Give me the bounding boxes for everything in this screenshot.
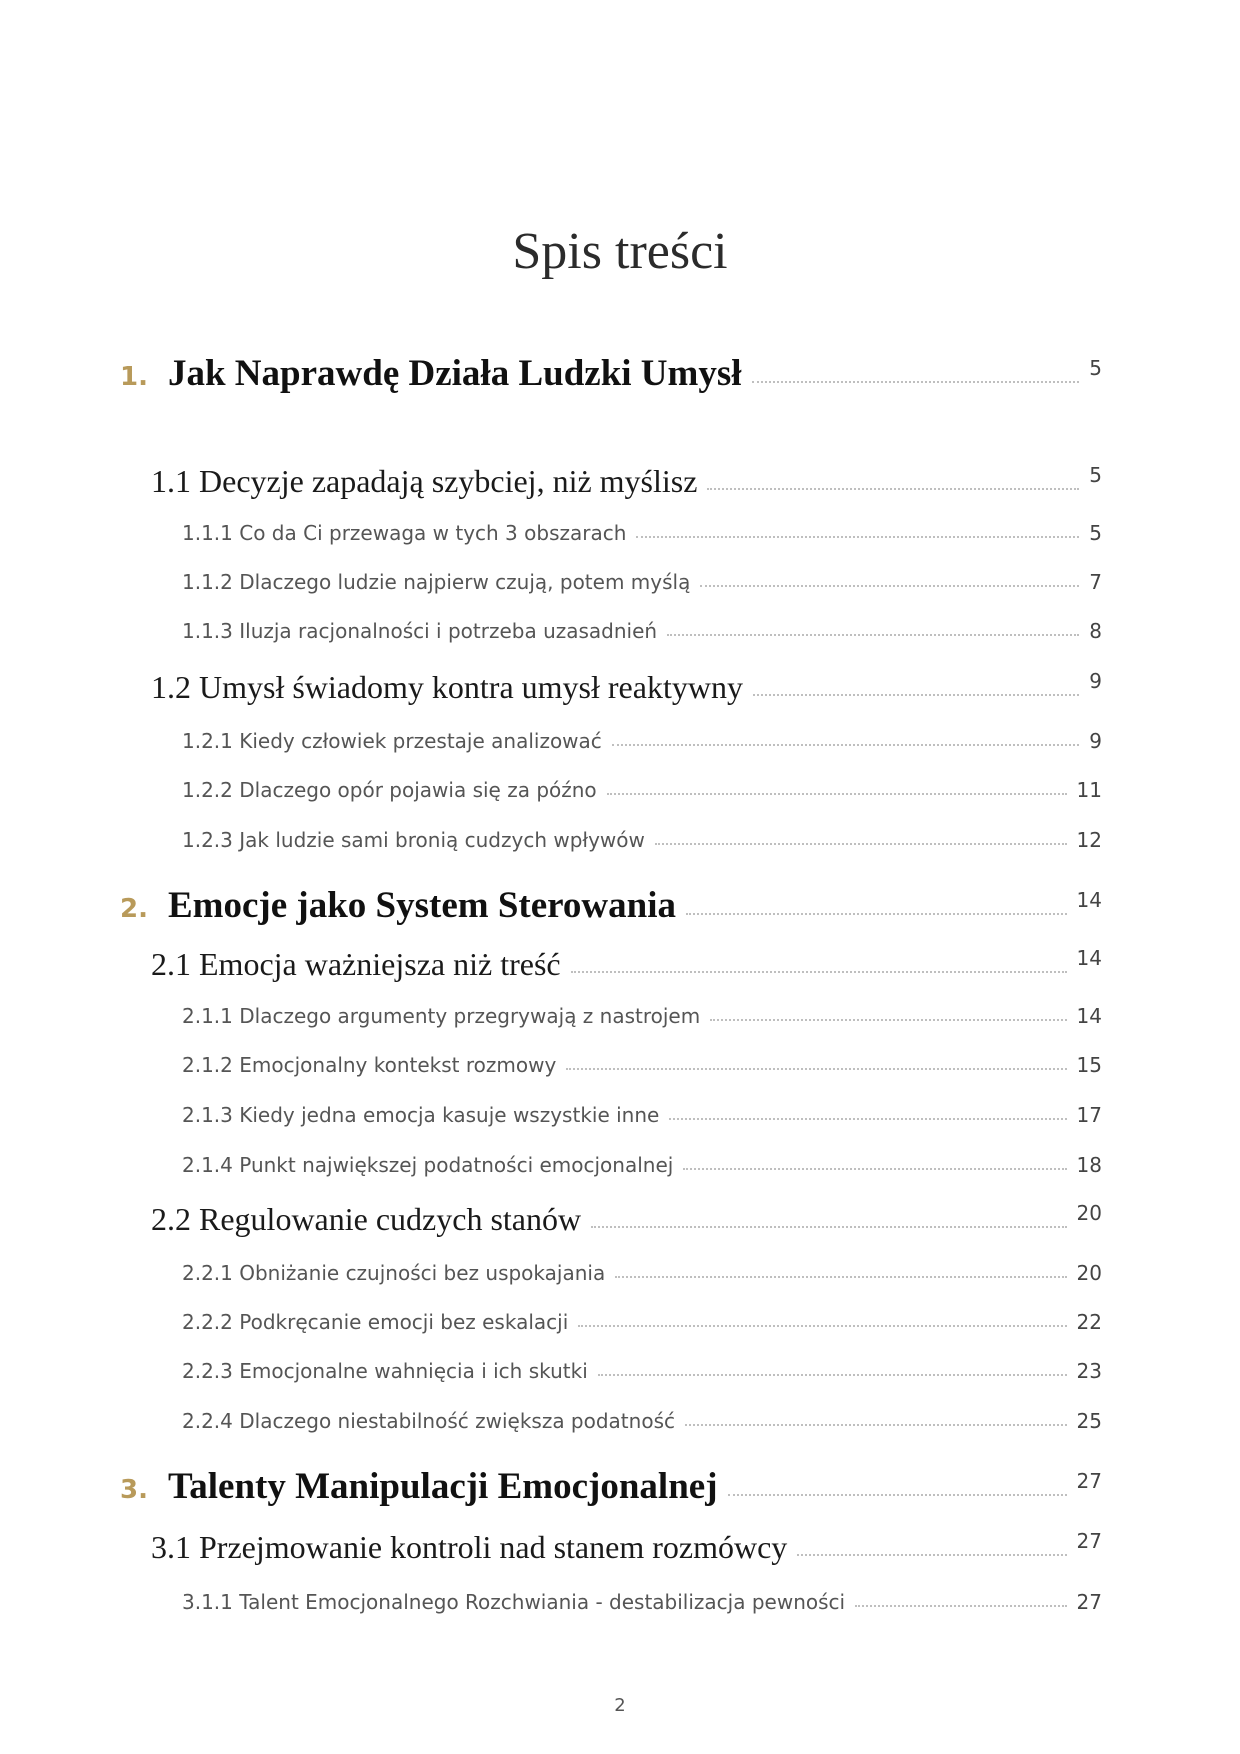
toc-entry-label: 1.1 Decyzje zapadają szybciej, niż myślisz <box>151 463 698 499</box>
toc-entry-label: 2.2 Regulowanie cudzych stanów <box>151 1201 582 1237</box>
toc-entry-label: 2.2.3 Emocjonalne wahnięcia i ich skutki <box>182 1359 588 1383</box>
toc-entry-page: 23 <box>1076 1359 1102 1383</box>
dot-leader <box>669 1117 1066 1120</box>
toc-subsection-2-2-2[interactable] <box>182 1310 1102 1334</box>
toc-entry-label: 1.1.1 Co da Ci przewaga w tych 3 obszarach <box>182 521 627 545</box>
toc-entry-label: 1.2.3 Jak ludzie sami bronią cudzych wpływów <box>182 828 645 852</box>
dot-leader <box>753 693 1079 696</box>
toc-entry-page: 20 <box>1076 1261 1102 1285</box>
dot-leader <box>655 842 1067 845</box>
dot-leader <box>591 1225 1066 1228</box>
dot-leader <box>728 1493 1067 1496</box>
toc-entry-label: 2.1.3 Kiedy jedna emocja kasuje wszystkie inne <box>182 1103 660 1127</box>
toc-entry-label: 2.1.2 Emocjonalny kontekst rozmowy <box>182 1053 557 1077</box>
toc-subsection-2-2-1[interactable] <box>182 1261 1102 1285</box>
toc-subsection-2-1-2[interactable] <box>182 1053 1102 1077</box>
toc-entry-label: 2.1.4 Punkt największej podatności emocjonalnej <box>182 1153 674 1177</box>
toc-entry-page: 22 <box>1076 1310 1102 1334</box>
dot-leader <box>707 487 1079 490</box>
dot-leader <box>797 1553 1066 1556</box>
dot-leader <box>686 912 1067 915</box>
dot-leader <box>683 1167 1066 1170</box>
toc-section-1-2[interactable] <box>151 669 1102 706</box>
toc-entry-label: 1.2 Umysł świadomy kontra umysł reaktywny <box>151 669 743 705</box>
toc-entry-page: 14 <box>1076 946 1102 970</box>
toc-entry-page: 12 <box>1076 828 1102 852</box>
toc-title: Spis treści <box>512 223 728 280</box>
toc-subsection-1-1-2[interactable] <box>182 570 1102 594</box>
toc-entry-label: Emocje jako System Sterowania <box>167 885 676 926</box>
toc-subsection-2-2-4[interactable] <box>182 1409 1102 1433</box>
toc-entry-page: 5 <box>1089 463 1102 487</box>
toc-entry-page: 7 <box>1089 570 1102 594</box>
toc-subsection-1-2-3[interactable] <box>182 828 1102 852</box>
toc-entry-label: 1.1.2 Dlaczego ludzie najpierw czują, potem myślą <box>182 570 691 594</box>
chapter-number: 3. <box>120 1475 148 1505</box>
dot-leader <box>855 1604 1066 1607</box>
toc-chapter-2[interactable] <box>120 884 1102 927</box>
toc-section-2-1[interactable] <box>151 946 1102 983</box>
dot-leader <box>578 1324 1066 1327</box>
toc-entry-label: 2.2.1 Obniżanie czujności bez uspokajania <box>182 1261 606 1285</box>
toc-entry-page: 27 <box>1076 1469 1102 1493</box>
toc-entry-page: 25 <box>1076 1409 1102 1433</box>
dot-leader <box>752 380 1080 383</box>
toc-subsection-3-1-1[interactable] <box>182 1590 1102 1614</box>
dot-leader <box>700 584 1079 587</box>
toc-entry-label: Jak Naprawdę Działa Ludzki Umysł <box>167 353 742 394</box>
toc-entry-page: 20 <box>1076 1201 1102 1225</box>
toc-entry-page: 9 <box>1089 729 1102 753</box>
toc-entry-page: 11 <box>1076 778 1102 802</box>
dot-leader <box>571 970 1067 973</box>
dot-leader <box>607 792 1067 795</box>
toc-entry-label: 2.1.1 Dlaczego argumenty przegrywają z nastrojem <box>182 1004 701 1028</box>
toc-entry-label: Talenty Manipulacji Emocjonalnej <box>167 1466 718 1507</box>
toc-entry-page: 27 <box>1076 1590 1102 1614</box>
toc-subsection-2-1-4[interactable] <box>182 1153 1102 1177</box>
toc-entry-label: 1.1.3 Iluzja racjonalności i potrzeba uzasadnień <box>182 619 658 643</box>
toc-chapter-1[interactable] <box>120 352 1102 395</box>
toc-entry-page: 27 <box>1076 1529 1102 1553</box>
toc-entry-label: 3.1.1 Talent Emocjonalnego Rozchwiania - destabilizacja pewności <box>182 1590 846 1614</box>
toc-entry-label: 2.2.4 Dlaczego niestabilność zwiększa podatność <box>182 1409 675 1433</box>
toc-entry-page: 8 <box>1089 619 1102 643</box>
toc-entry-label: 2.1 Emocja ważniejsza niż treść <box>151 946 561 982</box>
toc-entry-page: 9 <box>1089 669 1102 693</box>
toc-section-2-2[interactable] <box>151 1201 1102 1238</box>
toc-subsection-2-1-1[interactable] <box>182 1004 1102 1028</box>
toc-entry-page: 5 <box>1089 521 1102 545</box>
toc-entry-page: 14 <box>1076 888 1102 912</box>
toc-entry-page: 14 <box>1076 1004 1102 1028</box>
dot-leader <box>685 1423 1067 1426</box>
dot-leader <box>615 1275 1066 1278</box>
toc-entry-page: 5 <box>1089 356 1102 380</box>
toc-entry-label: 2.2.2 Podkręcanie emocji bez eskalacji <box>182 1310 569 1334</box>
dot-leader <box>612 743 1079 746</box>
dot-leader <box>566 1067 1066 1070</box>
toc-entry-label: 1.2.1 Kiedy człowiek przestaje analizować <box>182 729 602 753</box>
toc-subsection-1-2-1[interactable] <box>182 729 1102 753</box>
toc-subsection-2-1-3[interactable] <box>182 1103 1102 1127</box>
toc-entry-page: 17 <box>1076 1103 1102 1127</box>
toc-subsection-1-1-3[interactable] <box>182 619 1102 643</box>
toc-entry-page: 15 <box>1076 1053 1102 1077</box>
page-number: 2 <box>614 1695 626 1716</box>
toc-subsection-1-2-2[interactable] <box>182 778 1102 802</box>
toc-entry-label: 1.2.2 Dlaczego opór pojawia się za późno <box>182 778 597 802</box>
chapter-number: 2. <box>120 894 148 924</box>
dot-leader <box>636 535 1079 538</box>
toc-section-1-1[interactable] <box>151 463 1102 500</box>
toc-subsection-2-2-3[interactable] <box>182 1359 1102 1383</box>
dot-leader <box>710 1018 1066 1021</box>
chapter-number: 1. <box>120 362 148 392</box>
toc-section-3-1[interactable] <box>151 1529 1102 1566</box>
dot-leader <box>667 633 1079 636</box>
dot-leader <box>598 1373 1067 1376</box>
toc-entry-label: 3.1 Przejmowanie kontroli nad stanem rozmówcy <box>151 1529 788 1565</box>
toc-chapter-3[interactable] <box>120 1465 1102 1508</box>
toc-entry-page: 18 <box>1076 1153 1102 1177</box>
toc-subsection-1-1-1[interactable] <box>182 521 1102 545</box>
